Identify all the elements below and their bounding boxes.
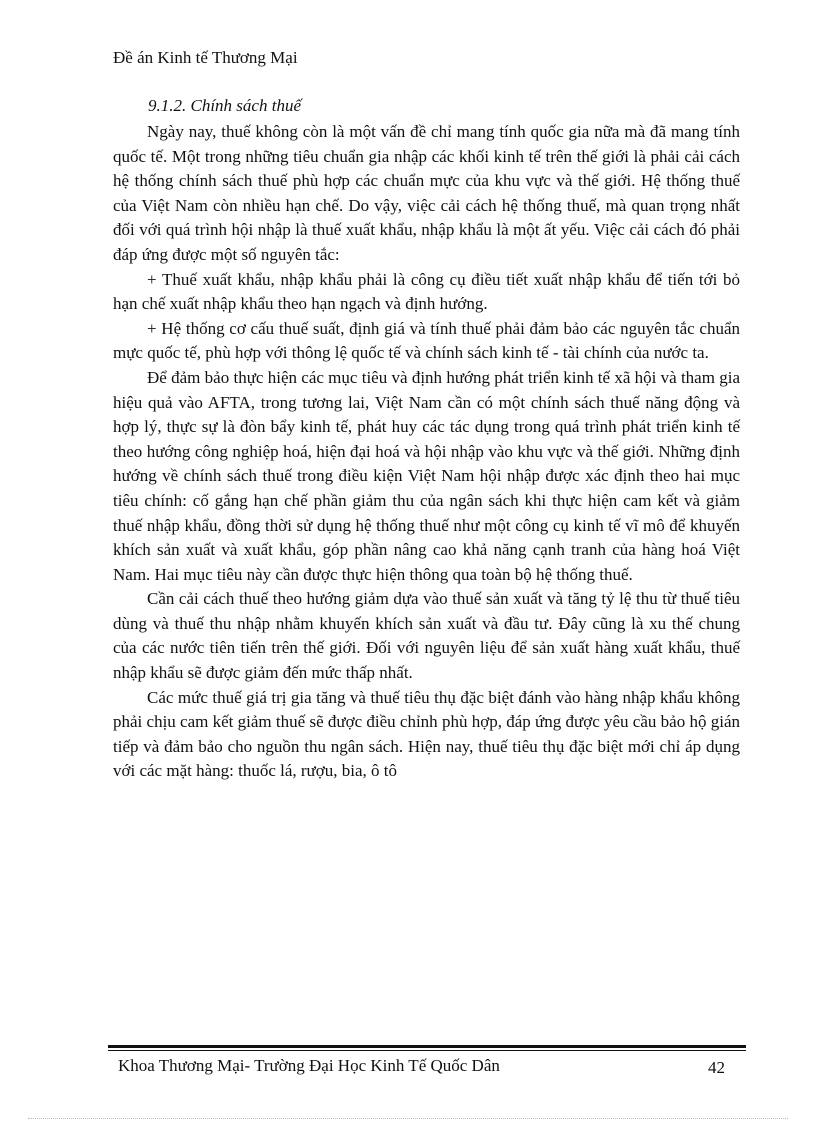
footer-divider-thick bbox=[108, 1045, 746, 1048]
paragraph: Các mức thuế giá trị gia tăng và thuế tiêu thụ đặc biệt đánh vào hàng nhập khẩu không phải chịu cam kết giảm thuế sẽ được điều chỉnh phù hợp, đáp ứng được yêu cầu bảo hộ gián tiếp và đảm bảo cho nguồn thu ngân sách. Hiện nay, thuế tiêu thụ đặc biệt mới chỉ áp dụng với các mặt hàng: thuốc lá, rượu, bia, ô tô bbox=[113, 687, 740, 781]
footer-institution: Khoa Thương Mại- Trường Đại Học Kinh Tế Quốc Dân bbox=[118, 1056, 500, 1075]
page-number: 42 bbox=[708, 1058, 725, 1077]
section-title: 9.1.2. Chính sách thuế bbox=[148, 96, 301, 115]
paragraph: Để đảm bảo thực hiện các mục tiêu và định hướng phát triển kinh tế xã hội và tham gia hiệu quả vào AFTA, trong tương lai, Việt Nam cần có một chính sách thuế năng động và hợp lý, thực sự là đòn bẩy kinh tế, phát huy các tác dụng trong quá trình phát triển kinh tế theo hướng công nghiệp hoá, hiện đại hoá và hội nhập vào khu vực và thế giới. Những định hướng về chính sách thuế trong điều kiện Việt Nam hội nhập được xác định theo hai mục tiêu chính: cố gắng hạn chế phần giảm thu của ngân sách khi thực hiện cam kết và giảm thuế nhập khẩu, đồng thời sử dụng hệ thống thuế như một công cụ kinh tế vĩ mô để khuyến khích sản xuất và xuất khẩu, góp phần nâng cao khả năng cạnh tranh của hàng hoá Việt Nam. Hai mục tiêu này cần được thực hiện thông qua toàn bộ hệ thống thuế. bbox=[113, 367, 740, 584]
body-text bbox=[113, 120, 740, 784]
footer-divider-thin bbox=[108, 1050, 746, 1051]
paragraph: Cần cải cách thuế theo hướng giảm dựa vào thuế sản xuất và tăng tỷ lệ thu từ thuế tiêu dùng và thuế thu nhập nhằm khuyến khích sản xuất và đầu tư. Đây cũng là xu thế chung của các nước tiên tiến trên thế giới. Đối với nguyên liệu để sản xuất hàng xuất khẩu, thuế nhập khẩu sẽ được giảm đến mức thấp nhất. bbox=[113, 589, 740, 683]
bullet-paragraph: + Hệ thống cơ cấu thuế suất, định giá và tính thuế phải đảm bảo các nguyên tắc chuẩn mực quốc tế, phù hợp với thông lệ quốc tế và chính sách kinh tế - tài chính của nước ta. bbox=[113, 318, 740, 363]
paragraph: Ngày nay, thuế không còn là một vấn đề chỉ mang tính quốc gia nữa mà đã mang tính quốc tế. Một trong những tiêu chuẩn gia nhập các khối kinh tế trên thế giới là phải cải cách hệ thống chính sách thuế phù hợp các chuẩn mực của khu vực và thế giới. Hệ thống thuế của Việt Nam còn nhiều hạn chế. Do vậy, việc cải cách hệ thống thuế, mà quan trọng nhất đối với quá trình hội nhập là thuế xuất khẩu, nhập khẩu là một ất yếu. Việc cải cách đó phải đáp ứng được một số nguyên tắc: bbox=[113, 122, 740, 264]
page-bottom-border bbox=[28, 1118, 788, 1119]
page-header: Đề án Kinh tế Thương Mại bbox=[113, 48, 298, 67]
bullet-paragraph: + Thuế xuất khẩu, nhập khẩu phải là công cụ điều tiết xuất nhập khẩu để tiến tới bỏ hạn chế xuất nhập khẩu theo hạn ngạch và định hướng. bbox=[113, 269, 740, 314]
